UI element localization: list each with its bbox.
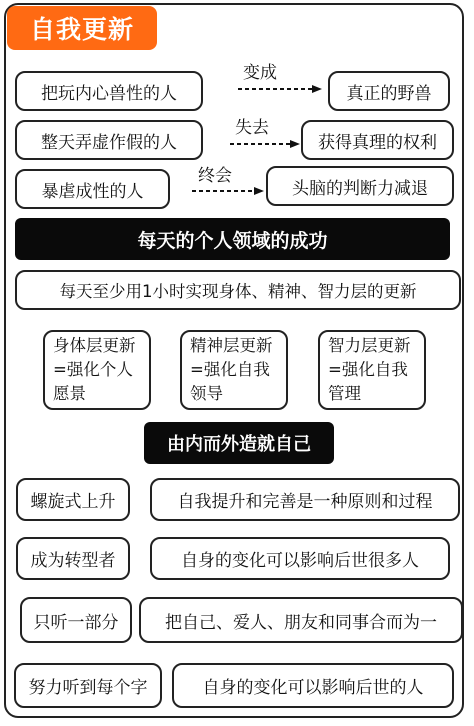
section-heading-inside-out: 由内而外造就自己: [144, 422, 334, 464]
comparison-right-2: 获得真理的权利: [301, 120, 454, 160]
renewal-card-body: 身体层更新=强化个人愿景: [43, 330, 151, 410]
principle-left-4: 努力听到每个字: [14, 663, 162, 708]
principle-left-1: 螺旋式上升: [16, 478, 130, 521]
comparison-arrow-label-1: 变成: [243, 63, 277, 83]
comparison-left-1: 把玩内心兽性的人: [15, 71, 203, 111]
daily-renewal-statement: 每天至少用1小时实现身体、精神、智力层的更新: [15, 270, 461, 310]
principle-right-3: 把自己、爱人、朋友和同事合而为一: [139, 597, 463, 643]
dashed-arrow-icon: [238, 84, 322, 94]
comparison-arrow-label-3: 终会: [198, 166, 232, 186]
dashed-arrow-icon: [192, 186, 264, 196]
principle-right-1: 自我提升和完善是一种原则和过程: [150, 478, 460, 521]
principle-right-4: 自身的变化可以影响后世的人: [172, 663, 454, 708]
principle-left-2: 成为转型者: [16, 537, 130, 580]
comparison-left-3: 暴虐成性的人: [15, 169, 170, 209]
comparison-arrow-label-2: 失去: [235, 118, 269, 138]
section-heading-daily-success: 每天的个人领域的成功: [15, 218, 450, 260]
principle-right-2: 自身的变化可以影响后世很多人: [150, 537, 450, 580]
dashed-arrow-icon: [230, 139, 300, 149]
page-title: 自我更新: [7, 6, 157, 50]
comparison-right-1: 真正的野兽: [328, 71, 450, 111]
renewal-card-spirit: 精神层更新=强化自我领导: [180, 330, 288, 410]
comparison-left-2: 整天弄虚作假的人: [15, 120, 203, 160]
renewal-card-intellect: 智力层更新=强化自我管理: [318, 330, 426, 410]
principle-left-3: 只听一部分: [20, 597, 132, 643]
comparison-right-3: 头脑的判断力减退: [266, 166, 454, 206]
